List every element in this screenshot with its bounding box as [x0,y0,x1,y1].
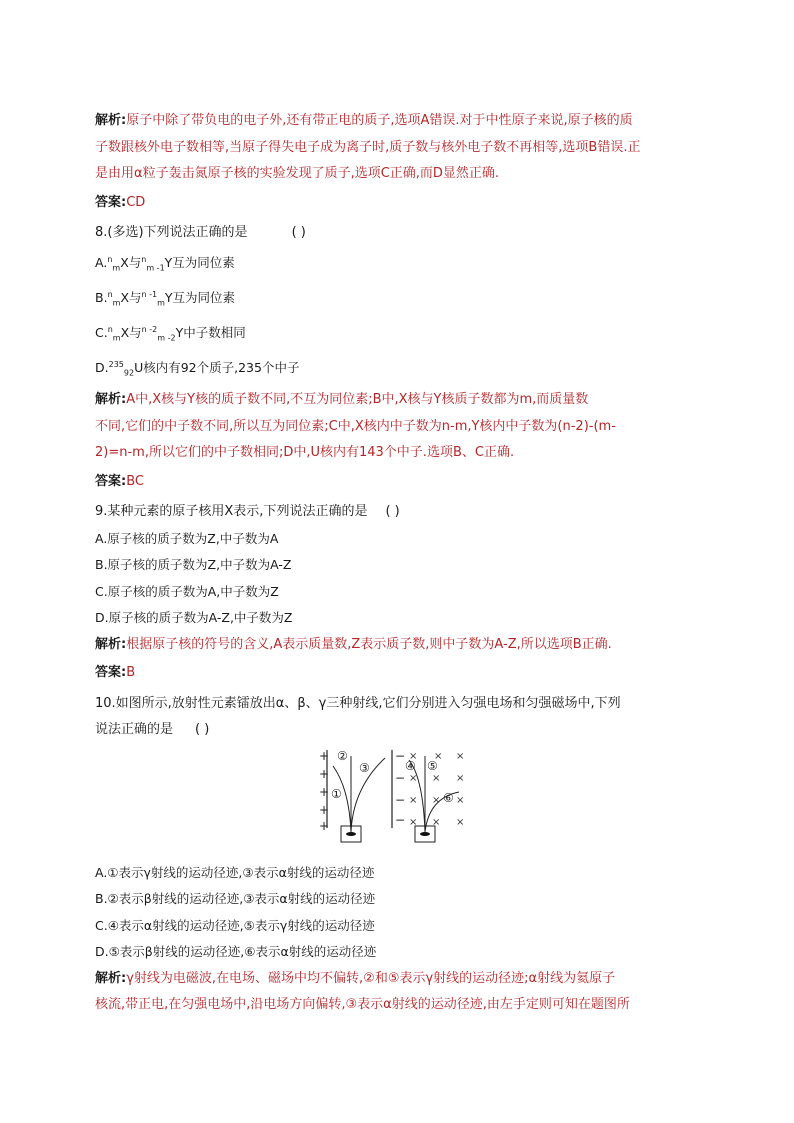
label-6: ⑥ [443,790,454,805]
q10-analysis-line-2: 核流,带正电,在匀强电场中,沿电场方向偏转,③表示α射线的运动径迹,由左手定则可知在题图所 [95,997,630,1013]
q9-option-a: A.原子核的质子数为Z,中子数为A [95,530,279,546]
q10-analysis-line-1: 解析:γ射线为电磁波,在电场、磁场中均不偏转,②和⑤表示γ射线的运动径迹;α射线为氦原子 [95,970,616,986]
q8-option-b: B.$^n_m$X与$^{n -1}_m$Y互为同位素 [95,289,236,308]
plus-sign: + [319,784,330,799]
q10-stem-line-2: 说法正确的是 ( ) [95,722,210,738]
radiation-figure [95,748,705,860]
label-3: ③ [359,760,370,775]
label-2: ② [337,748,348,763]
svg-text:×: × [456,816,465,828]
q10-option-c: C.④表示α射线的运动径迹,⑤表示γ射线的运动径迹 [95,917,375,933]
label-4: ④ [405,758,416,773]
svg-text:×: × [434,750,443,762]
svg-text:×: × [456,794,465,806]
q8-analysis-line-1: 解析:A中,X核与Y核的质子数不同,不互为同位素;B中,X核与Y核质子数都为m,而质量数 [95,392,589,408]
q10-stem-line-1: 10.如图所示,放射性元素镭放出α、β、γ三种射线,它们分别进入匀强电场和匀强磁场中,下列 [95,695,621,711]
plus-sign: + [319,766,330,781]
q9-option-b: B.原子核的质子数为Z,中子数为A-Z [95,557,292,573]
svg-text:×: × [432,772,441,784]
label-1: ① [331,786,342,801]
q8-analysis-line-3: 2)=n-m,所以它们的中子数相同;D中,U核内有143个中子.选项B、C正确. [95,445,515,461]
nuclide-symbol: $^n_m$ [107,254,121,273]
q8-option-c: C.$^n_m$X与$^{n -2}_{m -2}$Y中子数相同 [95,324,246,343]
svg-text:×: × [456,772,465,784]
q9-answer: 答案:B [95,665,136,681]
q9-stem: 9.某种元素的原子核用X表示,下列说法正确的是 ( ) [95,504,400,520]
q10-option-a: A.①表示γ射线的运动径迹,③表示α射线的运动径迹 [95,864,375,880]
q9-option-d: D.原子核的质子数为A-Z,中子数为Z [95,610,293,626]
q8-stem: 8.(多选)下列说法正确的是 ( ) [95,225,306,240]
q8-option-d: D.$^{235}_{92}$U核内有92个质子,235个中子 [95,359,300,378]
q7-analysis-line-3: 是由用α粒子轰击氮原子核的实验发现了质子,选项C正确,而D显然正确. [95,166,500,181]
svg-text:×: × [409,816,418,828]
svg-text:×: × [409,794,418,806]
q7-answer: 答案:CD [95,194,146,210]
minus-sign: − [395,792,406,807]
q7-analysis-line-1: 解析:原子中除了带负电的电子外,还有带正电的质子,选项A错误.对于中性原子来说,原子核的质 [95,113,633,128]
svg-text:×: × [456,750,465,762]
q9-analysis: 解析:根据原子核的符号的含义,A表示质量数,Z表示质子数,则中子数为A-Z,所以选项B正确. [95,636,612,652]
svg-text:×: × [432,794,441,806]
plus-sign: + [319,748,330,763]
plus-sign: + [319,818,330,833]
radium-source [420,832,430,836]
minus-sign: − [395,770,406,785]
svg-text:×: × [432,816,441,828]
document-page [95,108,705,1019]
label-5: ⑤ [427,758,438,773]
q9-option-c: C.原子核的质子数为A,中子数为Z [95,583,279,599]
q8-analysis-line-2: 不同,它们的中子数不同,所以互为同位素;C中,X核内中子数为n-m,Y核内中子数为(n-2)-(m- [95,418,616,434]
radiation-diagram [319,748,479,852]
minus-sign: − [395,748,406,763]
svg-text:×: × [409,750,418,762]
minus-sign: − [395,812,406,827]
q10-option-b: B.②表示β射线的运动径迹,③表示α射线的运动径迹 [95,891,376,907]
q10-option-d: D.⑤表示β射线的运动径迹,⑥表示α射线的运动径迹 [95,944,377,960]
svg-text:×: × [409,772,418,784]
radium-source [346,832,356,836]
q8-option-a: A.$^n_m$X与$^n_{m -1}$Y互为同位素 [95,247,705,282]
q7-analysis-line-2: 子数跟核外电子数相等,当原子得失电子成为离子时,质子数与核外电子数不再相等,选项B错误.正 [95,139,641,155]
plus-sign: + [319,802,330,817]
q8-answer: 答案:BC [95,473,144,489]
